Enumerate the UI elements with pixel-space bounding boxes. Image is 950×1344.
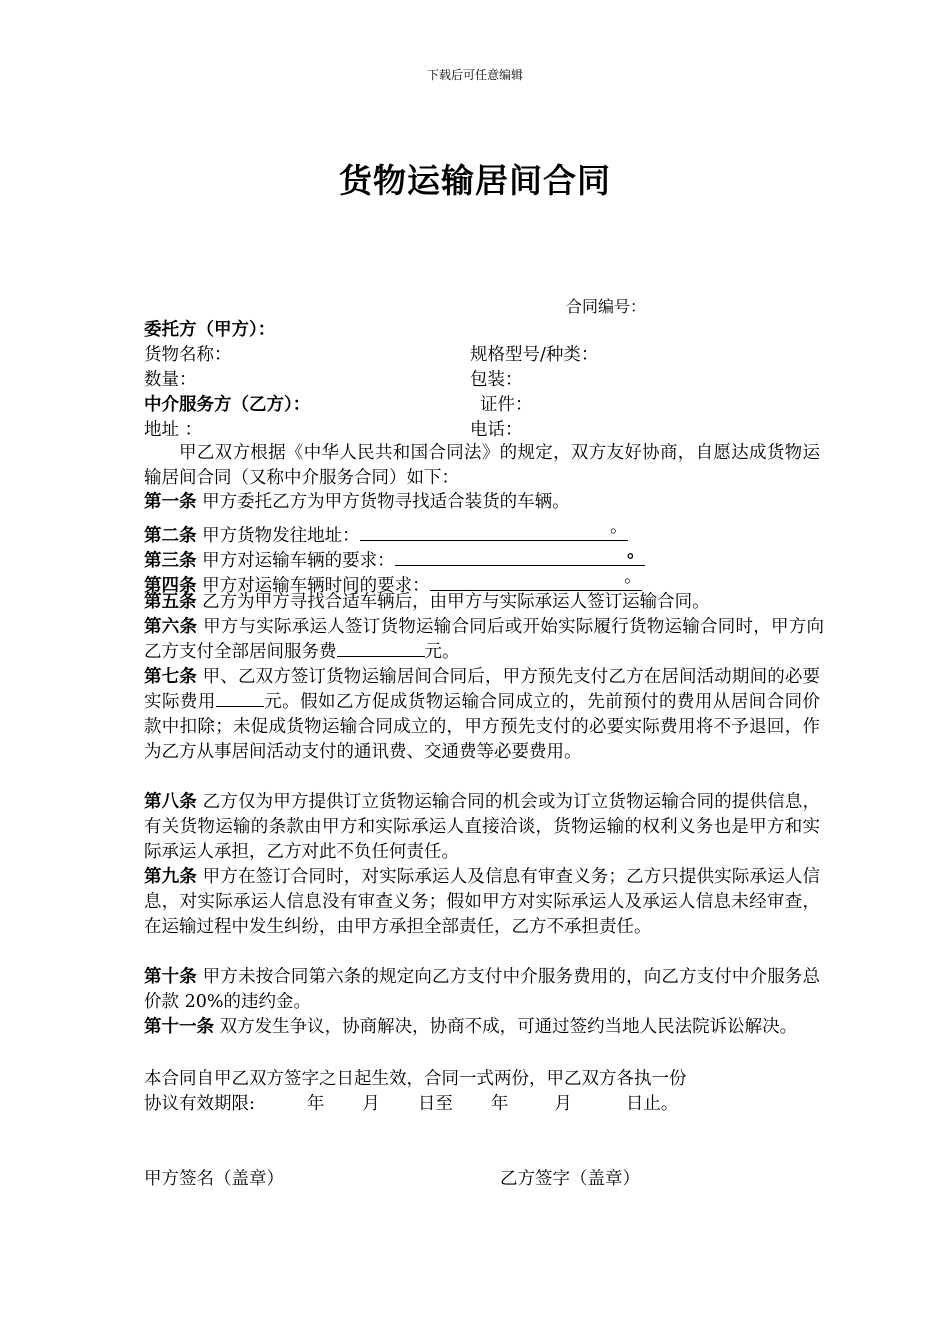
period: 。 [624,567,642,587]
article-number: 第四条 [144,576,197,596]
phone-label: 电话： [470,420,523,440]
id-label: 证件： [480,395,533,415]
party-a-label: 委托方（甲方）： [144,320,276,340]
article-11 [144,1015,820,1040]
article-number: 第十一条 [144,1017,214,1037]
article-text: 甲方在签订合同时，对实际承运人及信息有审查义务；乙方只提供实际承运人信息，对实际承运人信息没有审查义务；假如甲方对实际承运人及承运人信息未经审查，在运输过程中发生纠纷，由甲方承担全部责任，乙方不承担责任。 [144,867,821,937]
article-1 [144,490,820,515]
article-9 [144,865,820,940]
contract-number-label: 合同编号： [566,297,647,316]
article-number: 第七条 [144,667,197,687]
period: 。 [610,517,628,537]
article-text: 乙方仅为甲方提供订立货物运输合同的机会或为订立货物运输合同的提供信息，有关货物运输的条款由甲方和实际承运人直接洽谈，货物运输的权利义务也是甲方和实际承运人承担，乙方对此不负任何责任。 [144,792,821,862]
article-number: 第二条 [144,526,197,546]
header-note: 下载后可任意编辑 [426,68,523,82]
article-number: 第三条 [144,551,197,571]
validity-year-2: 年 [490,1094,509,1114]
article-end: 元。 [424,642,460,662]
article-10 [144,965,820,1015]
validity-line [144,1090,678,1115]
fill-blank [360,515,628,541]
quantity-label: 数量： [144,370,197,390]
spec-label: 规格型号/种类： [470,345,599,365]
article-text: 甲方委托乙方为甲方货物寻找适合装货的车辆。 [202,492,570,512]
party-a-signature: 甲方签名（盖章） [144,1169,284,1189]
packing-label: 包装： [470,370,523,390]
validity-month-1: 月 [362,1094,380,1114]
article-number: 第六条 [144,617,198,637]
closing-statement: 本合同自甲乙双方签字之日起生效，合同一式两份，甲乙双方各执一份 [144,1069,687,1089]
fill-blank [337,656,425,657]
article-number: 第五条 [144,592,197,612]
article-text: 双方发生争议，协商解决，协商不成，可通过签约当地人民法院诉讼解决。 [219,1017,798,1037]
party-b-label: 中介服务方（乙方）： [144,395,311,415]
validity-year-1: 年 [306,1094,325,1114]
validity-label: 协议有效期限: [144,1094,255,1114]
article-text: 乙方为甲方寻找合适车辆后，由甲方与实际承运人签订运输合同。 [202,592,710,612]
article-number: 第八条 [144,792,197,812]
article-5 [144,590,820,615]
article-7 [144,665,820,765]
validity-month-2: 月 [554,1094,572,1114]
address-label: 地址 ： [144,420,203,440]
article-8 [144,790,820,865]
article-text: 甲方与实际承运人签订货物运输合同后或开始实际履行货物运输合同时，甲方向乙方支付全部居间服务费 [144,617,824,662]
article-text-after: 元。假如乙方促成货物运输合同成立的，先前预付的费用从居间合同价款中扣除；未促成货物运输合同成立的，甲方预先支付的必要实际费用将不予退回，作为乙方从事居间活动支付的通讯费、交通费等必要费用。 [144,692,821,762]
article-number: 第九条 [144,867,197,887]
fill-blank [395,540,645,566]
party-b-signature: 乙方签字（盖章） [500,1169,640,1189]
article-text: 甲方货物发往地址： [202,526,360,546]
validity-day-to: 日至 [417,1094,453,1114]
article-text: 甲方对运输车辆时间的要求： [202,576,430,596]
article-number: 第十条 [144,967,197,987]
article-6 [144,615,824,665]
article-text: 甲方对运输车辆的要求： [202,551,395,571]
article-text-before: 甲、乙双方签订货物运输居间合同后，甲方预先支付乙方在居间活动期间的必要实际费用 [144,667,821,712]
document-title: 货物运输居间合同 [339,161,611,200]
period: 。 [627,542,645,562]
article-number: 第一条 [144,492,197,512]
preamble: 甲乙双方根据《中华人民共和国合同法》的规定，双方友好协商，自愿达成货物运输居间合同（又称中介服务合同）如下： [144,443,820,488]
fill-blank [216,706,264,707]
validity-day-end: 日止。 [625,1094,679,1114]
article-text: 甲方未按合同第六条的规定向乙方支付中介服务费用的，向乙方支付中介服务总价款 20%的违约金。 [144,967,821,1012]
fill-blank [430,565,642,591]
goods-name-label: 货物名称： [144,345,232,365]
